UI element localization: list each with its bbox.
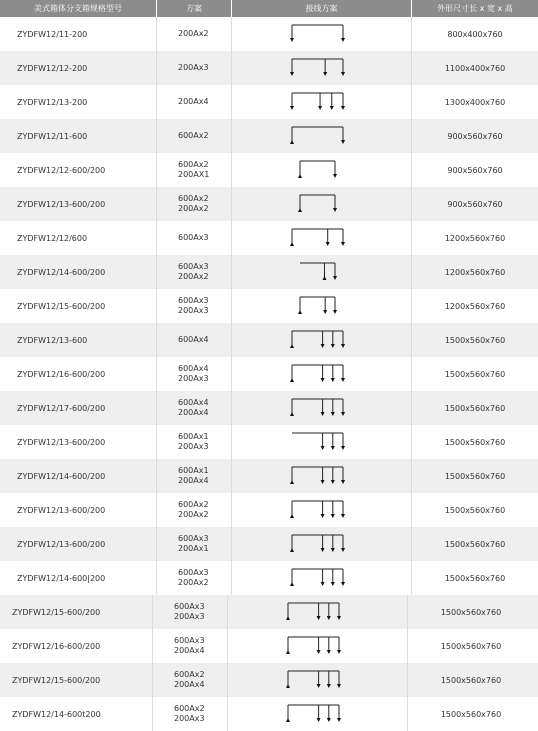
column-divider bbox=[156, 561, 157, 595]
plan-cell bbox=[178, 425, 230, 459]
table-row bbox=[0, 51, 538, 85]
model-cell: ZYDFW12/12-600/200 bbox=[17, 165, 106, 175]
plan-line: 600Ax1 bbox=[178, 466, 209, 475]
plan-line: 600Ax4 bbox=[178, 398, 209, 407]
dimensions-cell: 1500x560x760 bbox=[444, 539, 506, 549]
wiring-diagram bbox=[232, 255, 411, 289]
dimensions-cell: 1500x560x760 bbox=[440, 641, 502, 651]
down-arrow bbox=[341, 140, 345, 144]
plan-line: 600Ax3 bbox=[174, 602, 205, 611]
table-row bbox=[0, 493, 538, 527]
plan-line: 200Ax3 bbox=[174, 612, 205, 621]
down-arrow bbox=[321, 412, 325, 416]
wiring-diagram bbox=[232, 425, 411, 459]
model-cell: ZYDFW12/13-600/200 bbox=[17, 437, 106, 447]
plan-cell bbox=[178, 561, 230, 595]
dimensions-cell: 1500x560x760 bbox=[444, 573, 506, 583]
plan-line: 200Ax4 bbox=[174, 680, 205, 689]
down-arrow bbox=[321, 582, 325, 586]
model-cell: ZYDFW12/11-200 bbox=[17, 29, 88, 39]
dimensions-cell: 900x560x760 bbox=[447, 131, 503, 141]
down-arrow bbox=[326, 242, 330, 246]
column-divider bbox=[156, 51, 157, 85]
table-row bbox=[0, 187, 538, 221]
column-divider bbox=[156, 85, 157, 119]
wiring-diagram bbox=[232, 493, 411, 527]
wiring-diagram bbox=[232, 221, 411, 255]
up-arrow bbox=[286, 684, 290, 688]
wiring-diagram bbox=[232, 289, 411, 323]
model-cell: ZYDFW12/14-600/200 bbox=[17, 471, 106, 481]
plan-line: 600Ax3 bbox=[178, 233, 209, 242]
dimensions-cell: 1200x560x760 bbox=[444, 233, 506, 243]
down-arrow bbox=[341, 72, 345, 76]
down-arrow bbox=[317, 650, 321, 654]
down-arrow bbox=[337, 718, 341, 722]
wiring-diagram bbox=[228, 697, 407, 731]
down-arrow bbox=[333, 208, 337, 212]
down-arrow bbox=[321, 514, 325, 518]
plan-cell bbox=[178, 51, 230, 85]
header-plan: 方案 bbox=[157, 0, 231, 17]
plan-line: 200Ax2 bbox=[178, 29, 209, 38]
up-arrow bbox=[290, 514, 294, 518]
plan-line: 600Ax4 bbox=[178, 364, 209, 373]
down-arrow bbox=[323, 72, 327, 76]
plan-line: 200Ax2 bbox=[178, 272, 209, 281]
wiring-diagram bbox=[228, 595, 407, 629]
down-arrow bbox=[341, 582, 345, 586]
plan-line: 200Ax4 bbox=[178, 476, 209, 485]
model-cell: ZYDFW12/11-600 bbox=[17, 131, 88, 141]
down-arrow bbox=[341, 378, 345, 382]
dimensions-cell: 1500x560x760 bbox=[440, 675, 502, 685]
down-arrow bbox=[327, 718, 331, 722]
model-cell: ZYDFW12/14-600t200 bbox=[12, 709, 101, 719]
plan-cell bbox=[174, 595, 226, 629]
down-arrow bbox=[341, 548, 345, 552]
down-arrow bbox=[341, 446, 345, 450]
model-cell: ZYDFW12/13-600/200 bbox=[17, 505, 106, 515]
plan-cell bbox=[178, 255, 230, 289]
table-row bbox=[0, 595, 538, 629]
wiring-diagram bbox=[232, 51, 411, 85]
up-arrow bbox=[290, 378, 294, 382]
wiring-diagram bbox=[228, 629, 407, 663]
plan-line: 200Ax3 bbox=[178, 63, 209, 72]
up-arrow bbox=[290, 412, 294, 416]
wiring-diagram bbox=[232, 17, 411, 51]
down-arrow bbox=[331, 378, 335, 382]
down-arrow bbox=[341, 412, 345, 416]
table-row bbox=[0, 153, 538, 187]
table-row bbox=[0, 391, 538, 425]
wiring-diagram bbox=[232, 561, 411, 595]
up-arrow bbox=[290, 344, 294, 348]
plan-cell bbox=[178, 391, 230, 425]
plan-cell bbox=[174, 697, 226, 731]
table-row bbox=[0, 357, 538, 391]
plan-line: 200Ax2 bbox=[178, 510, 209, 519]
dimensions-cell: 800x400x760 bbox=[447, 29, 503, 39]
model-cell: ZYDFW12/13-600/200 bbox=[17, 539, 106, 549]
plan-line: 200Ax2 bbox=[178, 204, 209, 213]
model-cell: ZYDFW12/13-600 bbox=[17, 335, 88, 345]
plan-cell bbox=[178, 17, 230, 51]
down-arrow bbox=[321, 344, 325, 348]
plan-line: 200Ax3 bbox=[174, 714, 205, 723]
plan-line: 600Ax2 bbox=[178, 500, 209, 509]
wiring-diagram bbox=[228, 663, 407, 697]
column-divider bbox=[152, 697, 153, 731]
up-arrow bbox=[286, 650, 290, 654]
dimensions-cell: 1300x400x760 bbox=[444, 97, 506, 107]
plan-line: 600Ax2 bbox=[178, 131, 209, 140]
column-divider bbox=[156, 459, 157, 493]
model-cell: ZYDFW12/15-600/200 bbox=[17, 301, 106, 311]
down-arrow bbox=[341, 514, 345, 518]
column-divider bbox=[156, 119, 157, 153]
down-arrow bbox=[317, 616, 321, 620]
column-divider bbox=[152, 595, 153, 629]
down-arrow bbox=[337, 650, 341, 654]
up-arrow bbox=[286, 616, 290, 620]
plan-line: 600Ax2 bbox=[174, 670, 205, 679]
down-arrow bbox=[327, 650, 331, 654]
model-cell: ZYDFW12/12-200 bbox=[17, 63, 88, 73]
down-arrow bbox=[290, 72, 294, 76]
dimensions-cell: 1200x560x760 bbox=[444, 301, 506, 311]
down-arrow bbox=[331, 514, 335, 518]
header-model: 美式箱体分支箱规格型号 bbox=[0, 0, 156, 17]
model-cell: ZYDFW12/12/600 bbox=[17, 233, 88, 243]
plan-cell bbox=[178, 289, 230, 323]
table-row bbox=[0, 221, 538, 255]
wiring-diagram bbox=[232, 119, 411, 153]
plan-line: 200Ax4 bbox=[178, 408, 209, 417]
down-arrow bbox=[341, 242, 345, 246]
plan-line: 600Ax2 bbox=[174, 704, 205, 713]
plan-line: 200Ax3 bbox=[178, 442, 209, 451]
table-row bbox=[0, 459, 538, 493]
down-arrow bbox=[290, 38, 294, 42]
column-divider bbox=[156, 153, 157, 187]
plan-line: 200Ax4 bbox=[174, 646, 205, 655]
plan-cell bbox=[178, 153, 230, 187]
dimensions-cell: 1500x560x760 bbox=[444, 335, 506, 345]
model-cell: ZYDFW12/15-600/200 bbox=[12, 675, 101, 685]
plan-line: 200Ax3 bbox=[178, 374, 209, 383]
down-arrow bbox=[331, 344, 335, 348]
dimensions-cell: 1100x400x760 bbox=[444, 63, 506, 73]
column-divider bbox=[156, 17, 157, 51]
down-arrow bbox=[331, 480, 335, 484]
dimensions-cell: 1500x560x760 bbox=[444, 437, 506, 447]
down-arrow bbox=[318, 106, 322, 110]
up-arrow bbox=[290, 548, 294, 552]
column-divider bbox=[156, 357, 157, 391]
up-arrow bbox=[286, 718, 290, 722]
down-arrow bbox=[333, 276, 337, 280]
wiring-diagram bbox=[232, 459, 411, 493]
up-arrow bbox=[290, 242, 294, 246]
wiring-diagram bbox=[232, 357, 411, 391]
plan-cell bbox=[178, 493, 230, 527]
down-arrow bbox=[323, 310, 327, 314]
dimensions-cell: 900x560x760 bbox=[447, 199, 503, 209]
plan-line: 200Ax2 bbox=[178, 578, 209, 587]
down-arrow bbox=[331, 412, 335, 416]
column-divider bbox=[156, 187, 157, 221]
wiring-diagram bbox=[232, 187, 411, 221]
plan-cell bbox=[178, 85, 230, 119]
plan-cell bbox=[178, 459, 230, 493]
dimensions-cell: 900x560x760 bbox=[447, 165, 503, 175]
plan-line: 600Ax3 bbox=[174, 636, 205, 645]
column-divider bbox=[156, 425, 157, 459]
down-arrow bbox=[333, 310, 337, 314]
plan-line: 600Ax2 bbox=[178, 160, 209, 169]
column-divider bbox=[152, 663, 153, 697]
column-divider bbox=[156, 289, 157, 323]
model-cell: ZYDFW12/14-600/200 bbox=[17, 267, 106, 277]
model-cell: ZYDFW12/13-600/200 bbox=[17, 199, 106, 209]
table-row bbox=[0, 561, 538, 595]
up-arrow bbox=[290, 480, 294, 484]
dimensions-cell: 1500x560x760 bbox=[440, 607, 502, 617]
model-cell: ZYDFW12/17-600/200 bbox=[17, 403, 106, 413]
down-arrow bbox=[290, 106, 294, 110]
model-cell: ZYDFW12/15-600/200 bbox=[12, 607, 101, 617]
dimensions-cell: 1500x560x760 bbox=[444, 505, 506, 515]
column-divider bbox=[156, 323, 157, 357]
model-cell: ZYDFW12/14-600|200 bbox=[17, 573, 106, 583]
up-arrow bbox=[298, 174, 302, 178]
plan-line: 600Ax3 bbox=[178, 262, 209, 271]
down-arrow bbox=[341, 106, 345, 110]
down-arrow bbox=[341, 344, 345, 348]
plan-cell bbox=[174, 663, 226, 697]
dimensions-cell: 1500x560x760 bbox=[440, 709, 502, 719]
up-arrow bbox=[298, 208, 302, 212]
model-cell: ZYDFW12/13-200 bbox=[17, 97, 88, 107]
plan-cell bbox=[178, 357, 230, 391]
plan-cell bbox=[178, 119, 230, 153]
header-dimensions: 外形尺寸长 x 宽 x 高 bbox=[412, 0, 538, 17]
dimensions-cell: 1500x560x760 bbox=[444, 369, 506, 379]
column-divider bbox=[156, 493, 157, 527]
column-divider bbox=[156, 221, 157, 255]
down-arrow bbox=[341, 480, 345, 484]
table-row bbox=[0, 289, 538, 323]
table-row bbox=[0, 119, 538, 153]
down-arrow bbox=[330, 106, 334, 110]
down-arrow bbox=[331, 548, 335, 552]
down-arrow bbox=[317, 684, 321, 688]
table-row bbox=[0, 527, 538, 561]
plan-line: 200AX1 bbox=[178, 170, 210, 179]
wiring-diagram bbox=[232, 153, 411, 187]
plan-line: 200Ax1 bbox=[178, 544, 209, 553]
up-arrow bbox=[290, 140, 294, 144]
plan-line: 600Ax3 bbox=[178, 534, 209, 543]
table-row bbox=[0, 629, 538, 663]
dimensions-cell: 1500x560x760 bbox=[444, 403, 506, 413]
table-row bbox=[0, 323, 538, 357]
down-arrow bbox=[341, 38, 345, 42]
plan-line: 200Ax4 bbox=[178, 97, 209, 106]
down-arrow bbox=[337, 684, 341, 688]
up-arrow bbox=[290, 582, 294, 586]
plan-cell bbox=[178, 187, 230, 221]
column-divider bbox=[156, 527, 157, 561]
dimensions-cell: 1200x560x760 bbox=[444, 267, 506, 277]
plan-line: 600Ax4 bbox=[178, 335, 209, 344]
column-divider bbox=[152, 629, 153, 663]
plan-cell bbox=[178, 323, 230, 357]
up-arrow bbox=[323, 276, 327, 280]
table-row bbox=[0, 255, 538, 289]
wiring-diagram bbox=[232, 323, 411, 357]
down-arrow bbox=[331, 446, 335, 450]
wiring-diagram bbox=[232, 391, 411, 425]
plan-line: 600Ax3 bbox=[178, 568, 209, 577]
down-arrow bbox=[327, 616, 331, 620]
table-row bbox=[0, 697, 538, 731]
down-arrow bbox=[333, 174, 337, 178]
plan-cell bbox=[178, 221, 230, 255]
model-cell: ZYDFW12/16-600/200 bbox=[12, 641, 101, 651]
table-row bbox=[0, 663, 538, 697]
down-arrow bbox=[321, 548, 325, 552]
down-arrow bbox=[321, 378, 325, 382]
plan-line: 600Ax2 bbox=[178, 194, 209, 203]
table-row bbox=[0, 425, 538, 459]
down-arrow bbox=[321, 480, 325, 484]
plan-line: 200Ax3 bbox=[178, 306, 209, 315]
plan-cell bbox=[174, 629, 226, 663]
header-wiring: 接线方案 bbox=[232, 0, 411, 17]
plan-line: 600Ax3 bbox=[178, 296, 209, 305]
model-cell: ZYDFW12/16-600/200 bbox=[17, 369, 106, 379]
plan-cell bbox=[178, 527, 230, 561]
down-arrow bbox=[337, 616, 341, 620]
wiring-diagram bbox=[232, 527, 411, 561]
dimensions-cell: 1500x560x760 bbox=[444, 471, 506, 481]
column-divider bbox=[156, 255, 157, 289]
table-row bbox=[0, 17, 538, 51]
plan-line: 600Ax1 bbox=[178, 432, 209, 441]
wiring-diagram bbox=[232, 85, 411, 119]
down-arrow bbox=[331, 582, 335, 586]
down-arrow bbox=[317, 718, 321, 722]
table-row bbox=[0, 85, 538, 119]
column-divider bbox=[156, 391, 157, 425]
down-arrow bbox=[321, 446, 325, 450]
down-arrow bbox=[327, 684, 331, 688]
up-arrow bbox=[298, 310, 302, 314]
